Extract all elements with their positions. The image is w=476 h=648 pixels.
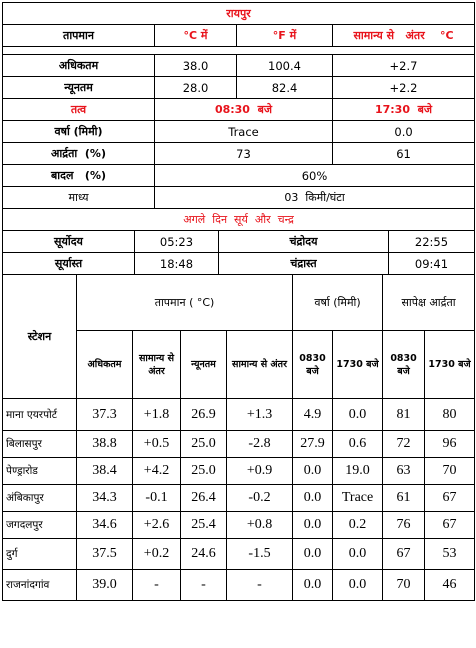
cell-rain-1730: 19.0 [333, 458, 383, 485]
humidity-0830: 73 [155, 143, 333, 165]
cell-diff1: +4.2 [133, 458, 181, 485]
min-diff: +2.2 [333, 77, 475, 99]
cell-max: 34.3 [77, 485, 133, 512]
min-f: 82.4 [237, 77, 333, 99]
cell-diff1: +0.2 [133, 539, 181, 570]
cell-min: 26.4 [181, 485, 227, 512]
sun-moon-table [2, 230, 475, 275]
time-1730: 17:30 बजे [333, 99, 475, 121]
rain-0830-header: 0830 बजे [293, 331, 333, 399]
table-row [3, 458, 475, 485]
cell-max: 37.5 [77, 539, 133, 570]
cell-max: 34.6 [77, 512, 133, 539]
station-name: बिलासपुर [3, 431, 77, 458]
cell-rh-1730: 67 [425, 485, 475, 512]
cell-diff2: +0.8 [227, 512, 293, 539]
cell-diff1: - [133, 570, 181, 601]
cell-rh-0830: 72 [383, 431, 425, 458]
cell-rain-1730: 0.2 [333, 512, 383, 539]
cell-diff2: +0.9 [227, 458, 293, 485]
weather-report [2, 2, 474, 601]
cell-diff2: - [227, 570, 293, 601]
rh-group-header: सापेक्ष आर्द्रता [383, 275, 475, 331]
cell-rh-1730: 53 [425, 539, 475, 570]
cell-rain-1730: 0.0 [333, 539, 383, 570]
diff2-col-header: सामान्य से अंतर [227, 331, 293, 399]
max-f: 100.4 [237, 55, 333, 77]
station-name: माना एयरपोर्ट [3, 399, 77, 431]
cloud-label: बादल (%) [3, 165, 155, 187]
cell-rh-0830: 81 [383, 399, 425, 431]
cell-rain-0830: 27.9 [293, 431, 333, 458]
temp-header-c: °C में [155, 25, 237, 47]
temp-header-label: तापमान [3, 25, 155, 47]
cell-min: - [181, 570, 227, 601]
cell-rh-0830: 70 [383, 570, 425, 601]
sunset-label: सूर्यास्त [3, 253, 135, 275]
rain-label: वर्षा (मिमी) [3, 121, 155, 143]
station-name: राजनांदगांव [3, 570, 77, 601]
wind-value: 03 किमी/घंटा [155, 187, 475, 209]
sunrise-label: सूर्योदय [3, 231, 135, 253]
table-row [3, 431, 475, 458]
cell-min: 24.6 [181, 539, 227, 570]
cell-rain-0830: 4.9 [293, 399, 333, 431]
table-row [3, 539, 475, 570]
min-c: 28.0 [155, 77, 237, 99]
cell-min: 25.4 [181, 512, 227, 539]
max-c: 38.0 [155, 55, 237, 77]
table-row [3, 512, 475, 539]
wind-label: माध्य [3, 187, 155, 209]
station-name: अंबिकापुर [3, 485, 77, 512]
moonrise-time: 22:55 [389, 231, 475, 253]
cell-rain-0830: 0.0 [293, 570, 333, 601]
cell-rh-1730: 46 [425, 570, 475, 601]
humidity-1730: 61 [333, 143, 475, 165]
station-header: स्टेशन [3, 275, 77, 399]
max-diff: +2.7 [333, 55, 475, 77]
cell-min: 25.0 [181, 458, 227, 485]
cell-min: 26.9 [181, 399, 227, 431]
stations-table [2, 274, 475, 601]
diff1-col-header: सामान्य से अंतर [133, 331, 181, 399]
moonrise-label: चंद्रोदय [219, 231, 389, 253]
cell-rh-1730: 96 [425, 431, 475, 458]
temp-group-header: तापमान ( °C) [77, 275, 293, 331]
max-col-header: अधिकतम [77, 331, 133, 399]
temp-header-f: °F में [237, 25, 333, 47]
cell-rh-0830: 61 [383, 485, 425, 512]
cell-diff1: -0.1 [133, 485, 181, 512]
temp-header-diff: सामान्य से अंतर °C [333, 25, 475, 47]
cell-rain-1730: 0.6 [333, 431, 383, 458]
element-label: तत्व [3, 99, 155, 121]
raipur-table [2, 2, 475, 231]
table-row [3, 399, 475, 431]
cell-rh-0830: 76 [383, 512, 425, 539]
cell-max: 39.0 [77, 570, 133, 601]
station-name: पेण्ड्रारोड [3, 458, 77, 485]
city-title: रायपुर [3, 3, 475, 25]
cell-min: 25.0 [181, 431, 227, 458]
cell-rh-0830: 67 [383, 539, 425, 570]
min-label: न्यूनतम [3, 77, 155, 99]
cell-max: 37.3 [77, 399, 133, 431]
station-name: दुर्ग [3, 539, 77, 570]
cell-rain-1730: 0.0 [333, 399, 383, 431]
cell-diff1: +1.8 [133, 399, 181, 431]
cell-rain-0830: 0.0 [293, 539, 333, 570]
cell-diff2: -0.2 [227, 485, 293, 512]
rain-1730-header: 1730 बजे [333, 331, 383, 399]
cell-diff2: -2.8 [227, 431, 293, 458]
cell-diff1: +0.5 [133, 431, 181, 458]
rh-1730-header: 1730 बजे [425, 331, 475, 399]
rain-1730: 0.0 [333, 121, 475, 143]
spacer [3, 47, 475, 55]
table-row [3, 485, 475, 512]
cell-diff2: -1.5 [227, 539, 293, 570]
sunrise-time: 05:23 [135, 231, 219, 253]
moonset-time: 09:41 [389, 253, 475, 275]
station-name: जगदलपुर [3, 512, 77, 539]
cell-rain-0830: 0.0 [293, 458, 333, 485]
rain-group-header: वर्षा (मिमी) [293, 275, 383, 331]
cell-rh-0830: 63 [383, 458, 425, 485]
cloud-value: 60% [155, 165, 475, 187]
cell-rain-1730: Trace [333, 485, 383, 512]
table-row [3, 570, 475, 601]
cell-rain-0830: 0.0 [293, 512, 333, 539]
cell-diff1: +2.6 [133, 512, 181, 539]
min-col-header: न्यूनतम [181, 331, 227, 399]
cell-rain-0830: 0.0 [293, 485, 333, 512]
humidity-label: आर्द्रता (%) [3, 143, 155, 165]
sunset-time: 18:48 [135, 253, 219, 275]
cell-rh-1730: 70 [425, 458, 475, 485]
cell-diff2: +1.3 [227, 399, 293, 431]
cell-max: 38.4 [77, 458, 133, 485]
moonset-label: चंद्रास्त [219, 253, 389, 275]
cell-rain-1730: 0.0 [333, 570, 383, 601]
cell-rh-1730: 80 [425, 399, 475, 431]
max-label: अधिकतम [3, 55, 155, 77]
time-0830: 08:30 बजे [155, 99, 333, 121]
cell-max: 38.8 [77, 431, 133, 458]
rain-0830: Trace [155, 121, 333, 143]
next-day-title: अगले दिन सूर्य और चन्द्र [3, 209, 475, 231]
cell-rh-1730: 67 [425, 512, 475, 539]
rh-0830-header: 0830 बजे [383, 331, 425, 399]
